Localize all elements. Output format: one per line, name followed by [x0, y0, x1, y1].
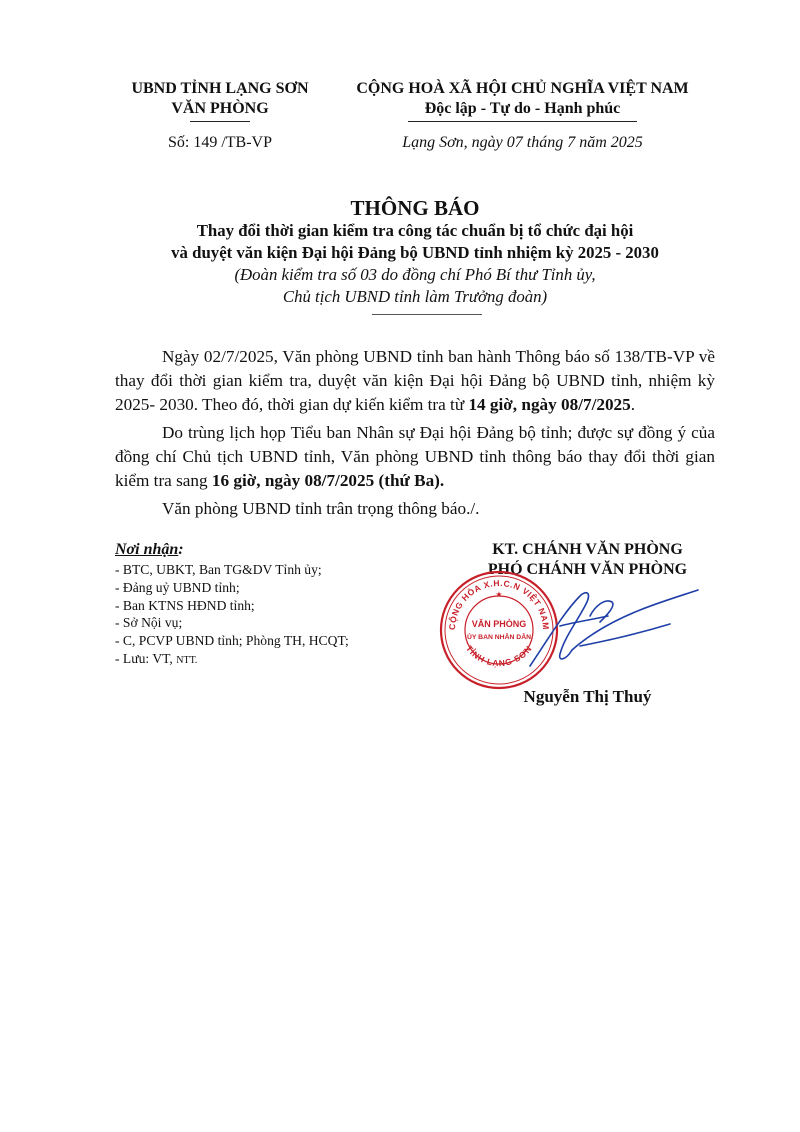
p2-bold-time: 16 giờ, ngày 08/7/2025 (thứ Ba). — [211, 471, 445, 490]
recipient-item-suffix: NTT. — [176, 654, 198, 666]
signer-name: Nguyễn Thị Thuý — [523, 687, 652, 706]
note-line1: (Đoàn kiểm tra số 03 do đồng chí Phó Bí thư Tỉnh ủy, — [234, 265, 596, 284]
recipients-list — [115, 561, 415, 670]
recipient-item: - Sở Nội vụ; — [115, 615, 183, 631]
recipient-item: - C, PCVP UBND tỉnh; Phòng TH, HCQT; — [115, 633, 349, 649]
agency-name — [115, 79, 325, 119]
paragraph-3: Văn phòng UBND tỉnh trân trọng thông báo./. — [162, 499, 480, 518]
seal-star-icon: ★ — [495, 590, 503, 599]
p1-bold-time: 14 giờ, ngày 08/7/2025 — [468, 395, 631, 414]
handwritten-signature — [520, 576, 710, 676]
paragraph-1 — [115, 345, 715, 417]
recipient-item: - BTC, UBKT, Ban TG&DV Tỉnh ủy; — [115, 562, 322, 577]
recipients-heading — [115, 540, 415, 560]
recipients-label: Nơi nhận — [115, 541, 179, 558]
note-line2: Chủ tịch UBND tỉnh làm Trưởng đoàn) — [282, 287, 548, 306]
recipients-colon: : — [178, 541, 184, 558]
subtitle-line1: Thay đổi thời gian kiểm tra công tác chuẩn bị tổ chức đại hội — [196, 221, 634, 240]
nation-line1: CỘNG HOÀ XÃ HỘI CHỦ NGHĨA VIỆT NAM — [356, 80, 689, 97]
seal-center-line2: ỦY BAN NHÂN DÂN — [466, 634, 532, 641]
agency-line1: UBND TỈNH LẠNG SƠN — [131, 80, 309, 97]
place-date: Lạng Sơn, ngày 07 tháng 7 năm 2025 — [402, 134, 643, 151]
motto-underline — [408, 121, 637, 122]
document-number: Số: 149 /TB-VP — [167, 134, 272, 151]
paragraph-2 — [115, 421, 715, 493]
recipient-item: - Ban KTNS HĐND tỉnh; — [115, 597, 255, 613]
agency-underline — [190, 121, 250, 122]
p1-text: Ngày 02/7/2025, Văn phòng UBND tỉnh ban hành Thông báo số 138/TB-VP về thay đổi thời gian kiểm tra, duyệt văn kiện Đại hội Đảng bộ UBND tỉnh, nhiệm kỳ 2025- 2030. Theo đó, thời gian dự kiến kiểm tra từ — [115, 347, 715, 414]
nation-line2: Độc lập - Tự do - Hạnh phúc — [424, 100, 621, 117]
national-motto — [330, 79, 715, 119]
signature-line2: PHÓ CHÁNH VĂN PHÒNG — [487, 561, 688, 578]
subtitle-line2: và duyệt văn kiện Đại hội Đảng bộ UBND tỉnh nhiệm kỳ 2025 - 2030 — [171, 243, 659, 262]
seal-center-line1: VĂN PHÒNG — [471, 619, 527, 629]
inspection-team-note — [115, 264, 715, 308]
signature-line1: KT. CHÁNH VĂN PHÒNG — [492, 541, 683, 558]
title-divider — [372, 314, 482, 315]
notice-body — [115, 345, 715, 521]
agency-line2: VĂN PHÒNG — [171, 100, 269, 117]
p1-end: . — [630, 395, 636, 414]
seal-ring-text: CỘNG HÒA X.H.C.N VIỆT NAM — [446, 577, 552, 631]
recipient-item — [115, 650, 415, 670]
doc-title: THÔNG BÁO — [350, 196, 480, 220]
seal-bottom-text: TỈNH LẠNG SƠN — [464, 643, 534, 669]
recipients-block — [115, 540, 415, 670]
p2-text: Do trùng lịch họp Tiểu ban Nhân sự Đại hội Đảng bộ tỉnh; được sự đồng ý của đồng chí Chủ tịch UBND tỉnh, Văn phòng UBND tỉnh thông báo thay đổi thời gian kiểm tra sang — [115, 423, 715, 490]
recipient-item-text: - Lưu: VT, — [115, 650, 177, 666]
doc-subtitle — [115, 220, 715, 264]
recipient-item: - Đảng uỷ UBND tỉnh; — [115, 579, 240, 595]
